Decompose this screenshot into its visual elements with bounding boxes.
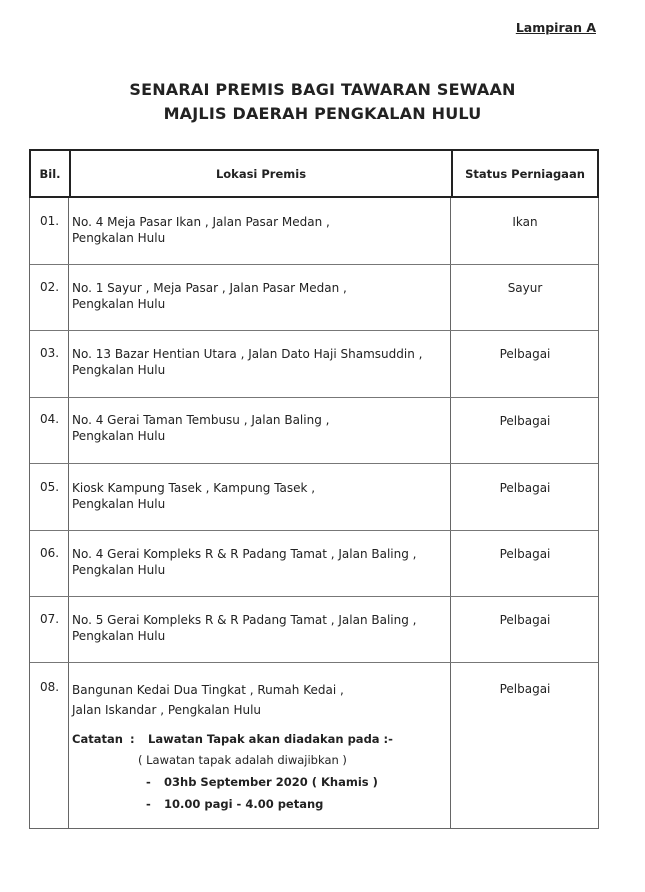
row-status: Pelbagai (499, 414, 551, 428)
location-line-2: Pengkalan Hulu (72, 497, 166, 511)
location-line-1: No. 1 Sayur , Meja Pasar , Jalan Pasar Medan , (72, 281, 347, 295)
note-text: Lawatan Tapak akan diadakan pada :- (148, 732, 393, 746)
location-line-1: No. 13 Bazar Hentian Utara , Jalan Dato Haji Shamsuddin , (72, 347, 423, 361)
row-location (72, 214, 442, 246)
row-number: 07. (40, 612, 60, 626)
location-line-1: No. 4 Gerai Kompleks R & R Padang Tamat , Jalan Baling , (72, 547, 417, 561)
note-item-dash: - (146, 797, 151, 811)
row-divider (30, 397, 598, 398)
row-location (72, 346, 442, 378)
row-location (72, 480, 442, 512)
note-time: 10.00 pagi - 4.00 petang (164, 797, 324, 811)
location-line-1: No. 5 Gerai Kompleks R & R Padang Tamat , Jalan Baling , (72, 613, 417, 627)
row-number: 06. (40, 546, 60, 560)
row-divider (30, 530, 598, 531)
header-status: Status Perniagaan (465, 166, 585, 181)
premises-table (29, 149, 599, 829)
row-number: 02. (40, 280, 60, 294)
location-line-1: Kiosk Kampung Tasek , Kampung Tasek , (72, 481, 316, 495)
row-location (72, 680, 442, 720)
row-divider (30, 463, 598, 464)
row-number: 05. (40, 480, 60, 494)
note-colon: : (130, 732, 135, 746)
row-divider (30, 264, 598, 265)
row-status: Pelbagai (499, 547, 551, 561)
location-line-2: Jalan Iskandar , Pengkalan Hulu (72, 703, 262, 717)
row-status: Pelbagai (499, 613, 551, 627)
row-number: 04. (40, 412, 60, 426)
location-line-2: Pengkalan Hulu (72, 629, 166, 643)
location-line-2: Pengkalan Hulu (72, 231, 166, 245)
row-location (72, 280, 442, 312)
location-line-1: No. 4 Gerai Taman Tembusu , Jalan Baling , (72, 413, 330, 427)
note-label: Catatan (72, 732, 123, 746)
location-line-2: Pengkalan Hulu (72, 429, 166, 443)
row-number: 01. (40, 214, 60, 228)
location-line-1: Bangunan Kedai Dua Tingkat , Rumah Kedai , (72, 683, 344, 697)
location-line-2: Pengkalan Hulu (72, 563, 166, 577)
row-number: 03. (40, 346, 60, 360)
table-header (29, 149, 599, 198)
table-body (29, 198, 599, 829)
header-location: Lokasi Premis (215, 166, 307, 181)
row-number: 08. (40, 680, 60, 694)
row-status: Sayur (507, 281, 543, 295)
appendix-label: Lampiran A (515, 20, 596, 35)
note-subtext: ( Lawatan tapak adalah diwajibkan ) (138, 753, 347, 767)
row-location (72, 546, 442, 578)
document-title-line-1: SENARAI PREMIS BAGI TAWARAN SEWAAN (129, 80, 516, 99)
row-status: Ikan (512, 215, 538, 229)
row-divider (30, 330, 598, 331)
row-location (72, 412, 442, 444)
row-status: Pelbagai (499, 682, 551, 696)
row-divider (30, 596, 598, 597)
note-item-dash: - (146, 775, 151, 789)
document-title-line-2: MAJLIS DAERAH PENGKALAN HULU (163, 104, 482, 123)
row-status: Pelbagai (499, 347, 551, 361)
row-divider (30, 662, 598, 663)
header-no: Bil. (39, 166, 61, 181)
row-status: Pelbagai (499, 481, 551, 495)
location-line-2: Pengkalan Hulu (72, 297, 166, 311)
column-divider (68, 198, 69, 829)
location-line-2: Pengkalan Hulu (72, 363, 166, 377)
row-location (72, 612, 442, 644)
note-date: 03hb September 2020 ( Khamis ) (164, 775, 378, 789)
location-line-1: No. 4 Meja Pasar Ikan , Jalan Pasar Medan , (72, 215, 330, 229)
